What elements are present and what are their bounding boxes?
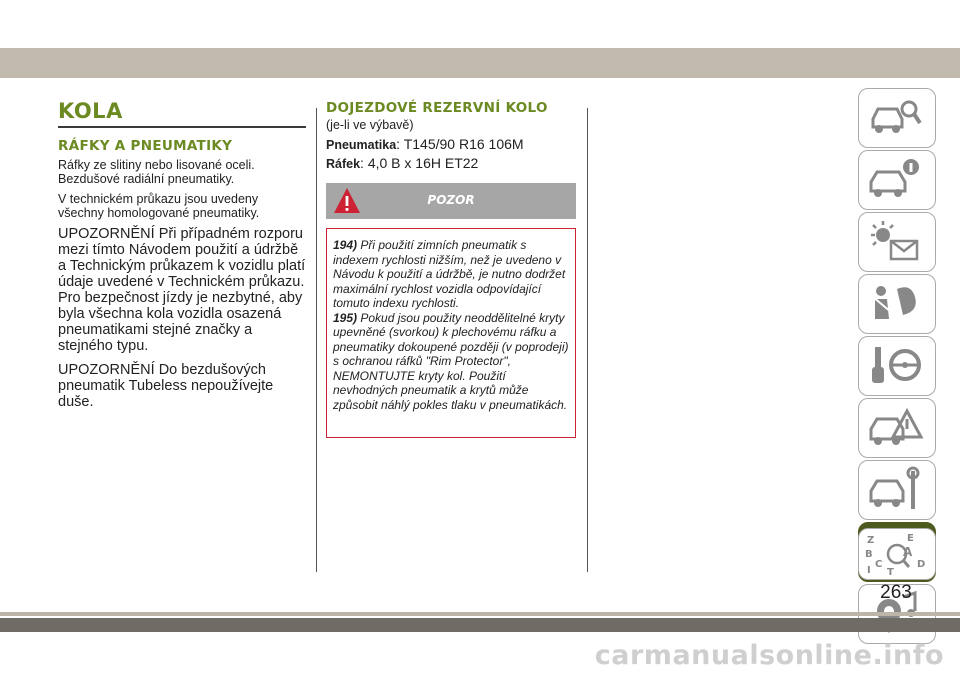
spare-wheel-subtitle: (je-li ve výbavě): [326, 118, 414, 132]
spare-wheel-title: DOJEZDOVÉ REZERVNÍ KOLO: [326, 100, 548, 116]
index-letter: C: [875, 559, 883, 570]
warning-text: [333, 238, 573, 412]
paragraph-rims: Ráfky ze slitiny nebo lisované oceli. Bezdušové radiální pneumatiky.: [58, 158, 255, 186]
column-divider: [316, 108, 317, 572]
tire-spec: [326, 136, 576, 152]
tab-safety[interactable]: [858, 274, 936, 334]
warning-item-text: Při použití zimních pneumatik s indexem rychlosti nižším, než je uvedeno v Návodu k použití a údržbě, je nutno dodržet maximální rychlost vozidla odpovídající tomuto indexu rychlosti.: [333, 238, 566, 310]
note-tubeless: UPOZORNĚNÍ Do bezdušových pneumatik Tubeless nepoužívejte duše.: [58, 362, 274, 410]
note-discrepancy: UPOZORNĚNÍ Při případném rozporu mezi tímto Návodem použití a údržbě a Technickým průkazem k vozidlu platí údaje uvedené v Technickém průkazu. Pro bezpečnost jízdy je nezbytné, aby byla všechna kola vozidla osazená pneumatikami stejné značky a stejného typu.: [58, 226, 306, 354]
watermark: carmanualsonline.info: [594, 640, 944, 671]
rim-label: Ráfek: [326, 157, 361, 171]
warning-box: [326, 228, 576, 438]
warning-number: 194): [333, 238, 358, 252]
tab-emergency[interactable]: [858, 398, 936, 458]
tab-car-info[interactable]: [858, 150, 936, 210]
car-wrench-icon: [867, 465, 925, 515]
car-info-icon: [867, 155, 925, 205]
car-warning-icon: [867, 403, 925, 453]
index-letter: A: [903, 545, 913, 559]
car-search-icon: [867, 93, 925, 143]
light-message-icon: [867, 217, 925, 267]
page-number: 263: [880, 582, 912, 603]
middle-column: [326, 100, 576, 174]
footer-bar: [0, 618, 960, 632]
index-letter: I: [867, 565, 871, 576]
warning-item-text: Pokud jsou použity neoddělitelné kryty upevněné (svorkou) k plechovému ráfku a pneumatiky dokoupené později (v poprodeji) s ochranou ráfků "Rim Protector", NEMONTUJTE kryty kol. Použití nevhodných pneumatik a krytů může způsobit náhlý pokles tlaku v pneumatikách.: [333, 310, 569, 412]
subsection-title: RÁFKY A PNEUMATIKY: [58, 138, 233, 154]
warning-number: 195): [333, 310, 358, 325]
index-letter: D: [917, 559, 926, 570]
paragraph-homologation: V technickém průkazu jsou uvedeny všechny homologované pneumatiky.: [58, 192, 260, 220]
section-title: KOLA: [58, 98, 306, 128]
index-letter: B: [865, 549, 873, 560]
tab-index[interactable]: [858, 528, 936, 580]
top-margin: [0, 0, 960, 48]
footer-line: [0, 612, 960, 616]
tab-starting-driving[interactable]: [858, 336, 936, 396]
key-steering-icon: [867, 341, 925, 391]
column-divider: [587, 108, 588, 572]
left-column: [58, 98, 306, 418]
rim-spec: [326, 155, 576, 171]
tab-lights-messages[interactable]: [858, 212, 936, 272]
tab-car-search[interactable]: [858, 88, 936, 148]
tab-maintenance[interactable]: [858, 460, 936, 520]
index-letter: T: [887, 567, 894, 578]
warning-header: [326, 183, 576, 219]
tire-label: Pneumatika: [326, 138, 397, 152]
index-letter: E: [907, 533, 914, 544]
header-bar: [0, 48, 960, 78]
seatbelt-airbag-icon: [867, 279, 925, 329]
rim-value: : 4,0 B x 16H ET22: [360, 155, 479, 171]
warning-title: POZOR: [427, 193, 475, 207]
tire-value: : T145/90 R16 106M: [396, 136, 524, 152]
index-letter: Z: [867, 535, 875, 546]
